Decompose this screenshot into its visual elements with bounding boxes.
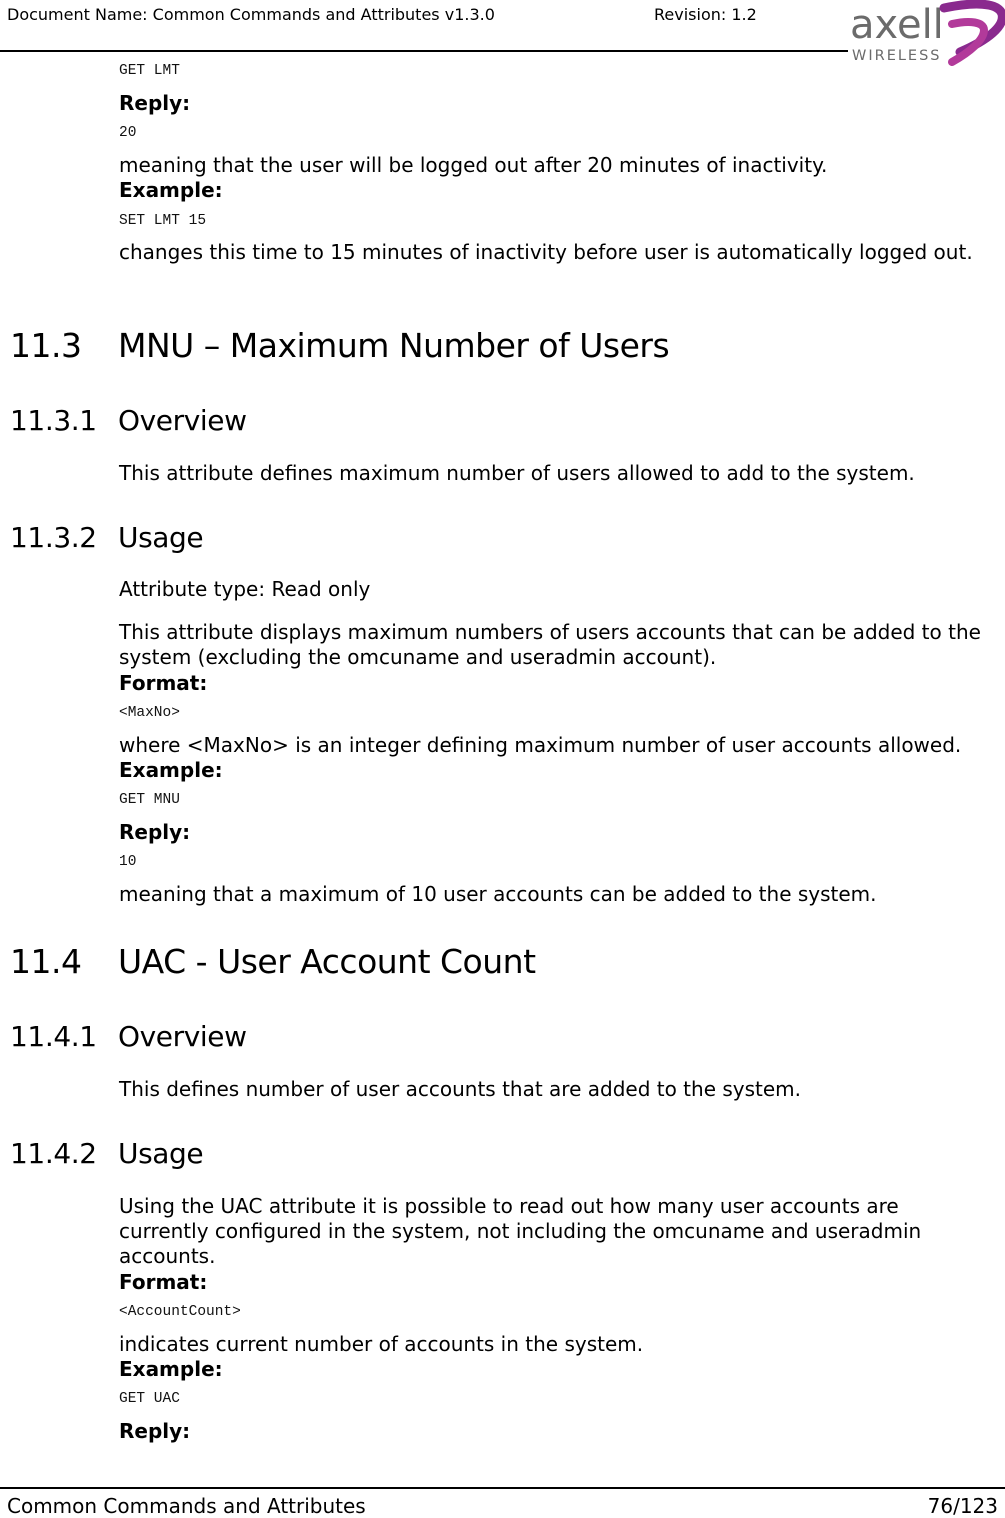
subsection-number: 11.4.2 (10, 1137, 97, 1170)
format-label: Format: (119, 671, 208, 695)
format-description: where <MaxNo> is an integer defining maximum number of user accounts allowed. (119, 733, 962, 757)
section-number: 11.4 (10, 942, 82, 981)
reply-label: Reply: (119, 1419, 191, 1443)
page-header (0, 0, 1005, 70)
format-code: <MaxNo> (119, 705, 180, 721)
attribute-type: Attribute type: Read only (119, 577, 371, 601)
logo-subtitle: WIRELESS (852, 48, 942, 64)
footer-title: Common Commands and Attributes (7, 1494, 366, 1518)
subsection-heading-11-3-1 (10, 404, 247, 438)
format-description: indicates current number of accounts in the system. (119, 1332, 644, 1356)
subsection-title: Overview (118, 404, 247, 437)
reply-label: Reply: (119, 820, 191, 844)
subsection-number: 11.4.1 (10, 1020, 97, 1053)
footer-divider (0, 1487, 1005, 1489)
document-name: Document Name: Common Commands and Attributes v1.3.0 (7, 5, 495, 24)
example-code: GET MNU (119, 792, 180, 808)
code-get-lmt: GET LMT (119, 63, 180, 79)
page-number: 76/123 (927, 1494, 998, 1518)
subsection-number: 11.3.1 (10, 404, 97, 437)
reply-description: meaning that the user will be logged out after 20 minutes of inactivity. (119, 153, 828, 177)
section-heading-11-4 (10, 942, 536, 982)
revision: Revision: 1.2 (654, 5, 757, 24)
subsection-heading-11-4-2 (10, 1137, 203, 1171)
subsection-title: Usage (118, 521, 204, 554)
axell-wireless-logo (848, 0, 1005, 68)
reply-code: 10 (119, 854, 137, 870)
section-heading-11-3 (10, 326, 669, 366)
reply-label: Reply: (119, 91, 191, 115)
overview-text: This attribute defines maximum number of users allowed to add to the system. (119, 461, 915, 485)
overview-text: This defines number of user accounts that are added to the system. (119, 1077, 802, 1101)
example-code: GET UAC (119, 1391, 180, 1407)
subsection-number: 11.3.2 (10, 521, 97, 554)
format-label: Format: (119, 1270, 208, 1294)
format-code: <AccountCount> (119, 1304, 241, 1320)
header-divider (0, 50, 848, 52)
section-title: MNU – Maximum Number of Users (118, 326, 670, 365)
example-label: Example: (119, 758, 223, 782)
example-description: changes this time to 15 minutes of inactivity before user is automatically logged out. (119, 240, 973, 264)
logo-swoosh-inner (952, 22, 984, 62)
example-code: SET LMT 15 (119, 213, 207, 229)
subsection-title: Usage (118, 1137, 204, 1170)
example-label: Example: (119, 178, 223, 202)
usage-description: Using the UAC attribute it is possible to read out how many user accounts are currently configured in the system, not including the omcuname and useradmin accounts. (119, 1194, 922, 1268)
section-title: UAC - User Account Count (118, 942, 536, 981)
subsection-heading-11-3-2 (10, 521, 203, 555)
reply-description: meaning that a maximum of 10 user accounts can be added to the system. (119, 882, 877, 906)
usage-description: This attribute displays maximum numbers of users accounts that can be added to the system (excluding the omcuname and useradmin account). (119, 620, 981, 669)
section-number: 11.3 (10, 326, 82, 365)
reply-code: 20 (119, 125, 137, 141)
subsection-title: Overview (118, 1020, 247, 1053)
subsection-heading-11-4-1 (10, 1020, 247, 1054)
logo-wordmark: axell (850, 2, 944, 48)
example-label: Example: (119, 1357, 223, 1381)
